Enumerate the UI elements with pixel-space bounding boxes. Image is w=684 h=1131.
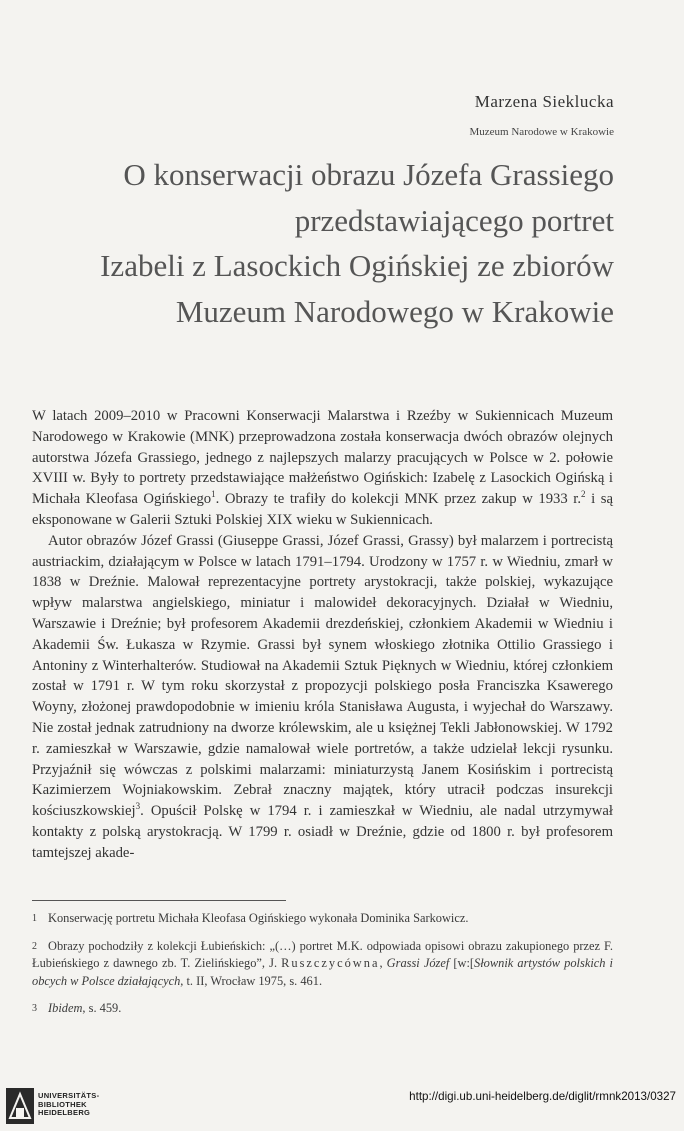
article-body (32, 406, 613, 864)
paragraph-1-text-a: W latach 2009–2010 w Pracowni Konserwacji Malarstwa i Rzeźby w Sukiennicach Muzeum Narodowego w Krakowie (MNK) przeprowadzona została konserwacja dwóch obrazów olejnych autorstwa Józefa Grassiego, jednego z najlepszych malarzy pracujących w Polsce w 2. połowie XVIII w. Były to portrety przedstawiające małżeństwo Ogińskich: Izabelę z Lasockich Ogińską i Michała Kleofasa Ogińskiego (32, 408, 613, 508)
footnote-divider (32, 900, 286, 901)
footnote-text: , s. 459. (82, 1001, 122, 1015)
title-line-1: O konserwacji obrazu Józefa Grassiego (123, 157, 614, 192)
footnote-text: Obrazy pochodziły z kolekcji Łubieńskich: „(…) portret M.K. odpowiada opisowi obrazu zakupionego przez F. Łubieńskiego z dawnego zb. T. Zielińskiego”, J. (32, 938, 613, 970)
paragraph-1-text-c: i są eksponowane w Galerii Sztuki Polskiej XIX wieku w Sukiennicach. (32, 491, 613, 528)
footnote-ref-3[interactable]: 3 (135, 801, 141, 812)
footnote-author: Ruszczycówna (281, 956, 380, 970)
title-line-2: przedstawiającego portret (294, 202, 614, 238)
library-logo (6, 1088, 126, 1126)
footnote-number: 2 (32, 940, 37, 952)
paragraph-2-text-b: . Opuścił Polskę w 1794 r. i zamieszkał w Wiedniu, ale nadal utrzymywał kontakty z polską arystokracją. W 1799 r. osiadł w Dreźnie, gdzie od 1800 r. był profesorem tamtejszej akade- (32, 803, 613, 861)
footnote-italic-source: Słownik artystów polskich i obcych w Polsce działających (32, 956, 613, 988)
footnote-text: [w:[ (449, 956, 475, 970)
title-line-3: Izabeli z Lasockich Ogińskiej ze zbiorów (100, 248, 614, 283)
logo-line-2: BIBLIOTHEK (38, 1099, 87, 1109)
footnote-text: , t. II, Wrocław 1975, s. 461. (180, 973, 323, 988)
paragraph-2 (32, 531, 613, 864)
footnote-1 (32, 910, 613, 928)
footnote-ref-1[interactable]: 1 (211, 489, 216, 500)
logo-line-3: HEIDELBERG (38, 1108, 91, 1117)
article-title (14, 152, 614, 334)
footnote-number: 1 (32, 913, 37, 924)
title-line-4: Muzeum Narodowego w Krakowie (175, 293, 614, 329)
footnote-number: 3 (32, 1003, 37, 1014)
author-affiliation: Muzeum Narodowe w Krakowie (469, 126, 614, 138)
heidelberg-logo-icon (6, 1088, 34, 1124)
paragraph-1 (32, 406, 613, 531)
footnote-italic: Ibidem (48, 1001, 83, 1015)
author-name: Marzena Sieklucka (474, 92, 614, 111)
footnotes (32, 910, 613, 1028)
footnote-text: , (379, 956, 387, 970)
library-logo-text (38, 1092, 99, 1118)
footnote-italic-title: Grassi Józef (386, 956, 450, 970)
footnote-ref-2[interactable]: 2 (581, 489, 586, 500)
footnote-text: Konserwację portretu Michała Kleofasa Ogińskiego wykonała Dominika Sarkowicz. (48, 911, 469, 925)
logo-line-1: UNIVERSITÄTS- (38, 1091, 100, 1100)
footnote-3 (32, 1000, 613, 1018)
paragraph-2-text-a: Autor obrazów Józef Grassi (Giuseppe Grassi, Józef Grassi, Grassy) był malarzem i portrecistą austriackim, działającym w Polsce w latach 1791–1794. Urodzony w 1757 r. w Wiedniu, zmarł w 1838 w Dreźnie. Malował reprezentacyjne portrety arystokracji, także polskiej, wykazujące wpływ malarstwa angielskiego, miniatur i malowideł dekoracyjnych. Działał w Wiedniu, Warszawie i Dreźnie; był profesorem Akademii drezdeńskiej, członkiem Akademii w Wiedniu i Akademii Św. Łukasza w Rzymie. Grassi był synem włoskiego złotnika Ottilio Grassiego i Antoniny z Winterhalterów. Studiował na Akademii Sztuk Pięknych w Wiedniu, której członkiem został w 1791 r. W tym roku skorzystał z propozycji polskiego posła Franciszka Ksawerego Woyny, złożonej prawdopodobnie w imieniu króla Stanisława Augusta, i wyjechał do Warszawy. Nie został jednak zatrudniony na dworze królewskim, ale u księżnej Tekli Jabłonowskiej. W 1792 r. zamieszkał w Warszawie, gdzie namalował wiele portretów, a także udzielał lekcji rysunku. Przyjaźnił się wówczas z polskimi malarzami: miniaturzystą Janem Kosińskim i portrecistą Kazimierzem Wojniakowskim. Zebrał znaczny majątek, który utracił podczas insurekcji kościuszkowskiej (32, 532, 613, 820)
source-url[interactable]: http://digi.ub.uni-heidelberg.de/diglit/rmnk2013/0327 (409, 1090, 676, 1103)
footnote-2 (32, 938, 613, 991)
paragraph-1-text-b: . Obrazy te trafiły do kolekcji MNK przez zakup w 1933 r. (215, 491, 582, 508)
